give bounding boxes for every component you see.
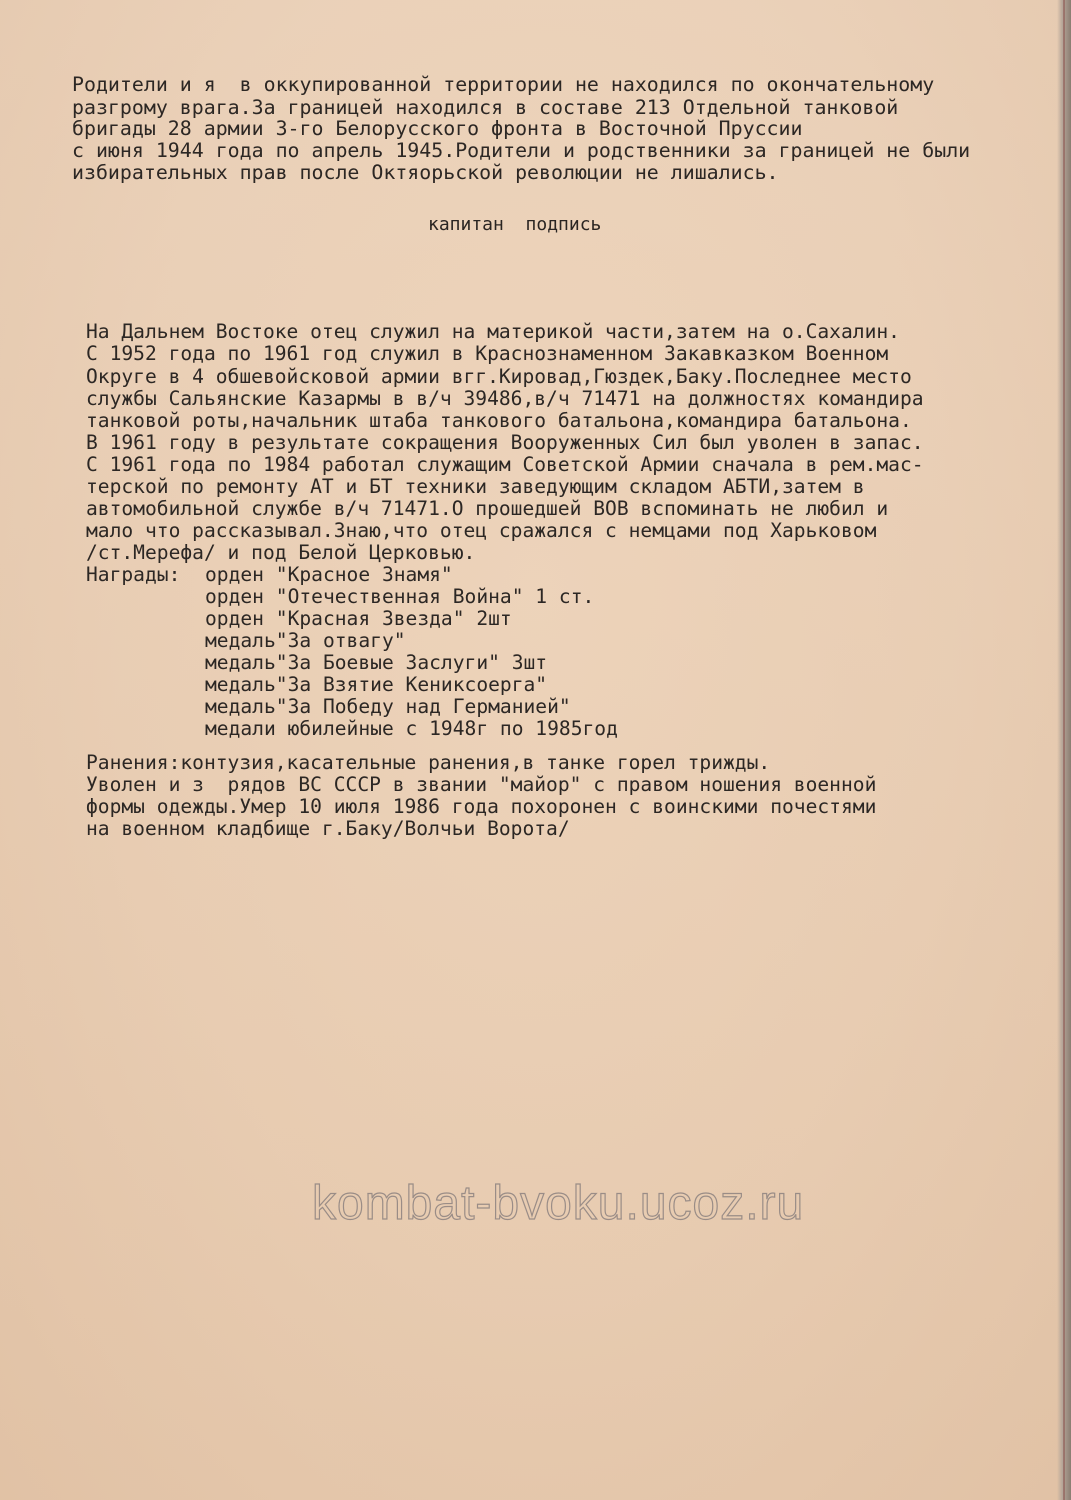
text-line: формы одежды.Умер 10 июля 1986 года похоронен с воинскими почестями xyxy=(86,795,877,818)
award-item: медаль"За Боевые Заслуги" 3шт xyxy=(205,651,548,674)
award-item: медаль"За Победу над Германией" xyxy=(205,695,571,718)
text-line: разгрому врага.За границей находился в составе 213 Отдельной танковой xyxy=(72,96,899,119)
awards-label: Награды: xyxy=(86,563,181,586)
text-line: танковой роты,начальник штаба танкового батальона,командира батальона. xyxy=(86,409,912,432)
text-line: С 1961 года по 1984 работал служащим Советской Армии сначала в рем.мас- xyxy=(86,453,924,476)
award-item: орден "Красная Звезда" 2шт xyxy=(205,607,512,630)
text-line: автомобильной службе в/ч 71471.О прошедшей ВОВ вспоминать не любил и xyxy=(86,497,889,520)
text-line: В 1961 году в результате сокращения Вооруженных Сил был уволен в запас. xyxy=(86,431,924,454)
paper-fold xyxy=(1063,0,1065,1500)
text-line: С 1952 года по 1961 год служил в Краснознаменном Закавказком Военном xyxy=(86,342,889,365)
text-line: мало что рассказывал.Знаю,что отец сражался с немцами под Харьковом xyxy=(86,519,877,542)
text-line: На Дальнем Востоке отец служил на материкой части,затем на о.Сахалин. xyxy=(86,320,900,343)
award-item: медаль"За Взятие Кениксоерга" xyxy=(205,673,548,696)
site-watermark: kombat-bvoku.ucoz.ru xyxy=(312,1177,805,1230)
text-line: Родители и я в оккупированной территории не находился по окончательному xyxy=(72,73,935,96)
paper-edge xyxy=(1057,0,1071,1500)
text-line: терской по ремонту АТ и БТ техники заведующим складом АБТИ,затем в xyxy=(86,475,865,498)
award-item: орден "Отечественная Война" 1 ст. xyxy=(205,585,595,608)
text-line: избирательных прав после Октяорьской революции не лишались. xyxy=(72,161,779,184)
text-line: службы Сальянские Казармы в в/ч 39486,в/ч 71471 на должностях командира xyxy=(86,387,924,410)
text-line: Ранения:контузия,касательные ранения,в танке горел трижды. xyxy=(86,751,771,774)
text-line: на военном кладбище г.Баку/Волчьи Ворота/ xyxy=(86,817,570,840)
text-line: бригады 28 армии 3-го Белорусского фронта в Восточной Пруссии xyxy=(72,117,803,140)
award-item: медали юбилейные с 1948г по 1985год xyxy=(205,717,618,740)
text-line: Уволен и з рядов ВС СССР в звании "майор" с правом ношения военной xyxy=(86,773,877,796)
text-line: с июня 1944 года по апрель 1945.Родители и родственники за границей не были xyxy=(72,139,971,162)
award-item: орден "Красное Знамя" xyxy=(205,563,453,586)
text-line: /ст.Мерефа/ и под Белой Церковью. xyxy=(86,541,476,564)
signature-line: капитан подпись xyxy=(428,214,602,235)
text-line: Округе в 4 обшевойсковой армии вгг.Кировад,Гюздек,Баку.Последнее место xyxy=(86,365,912,388)
award-item: медаль"За отвагу" xyxy=(205,629,406,652)
